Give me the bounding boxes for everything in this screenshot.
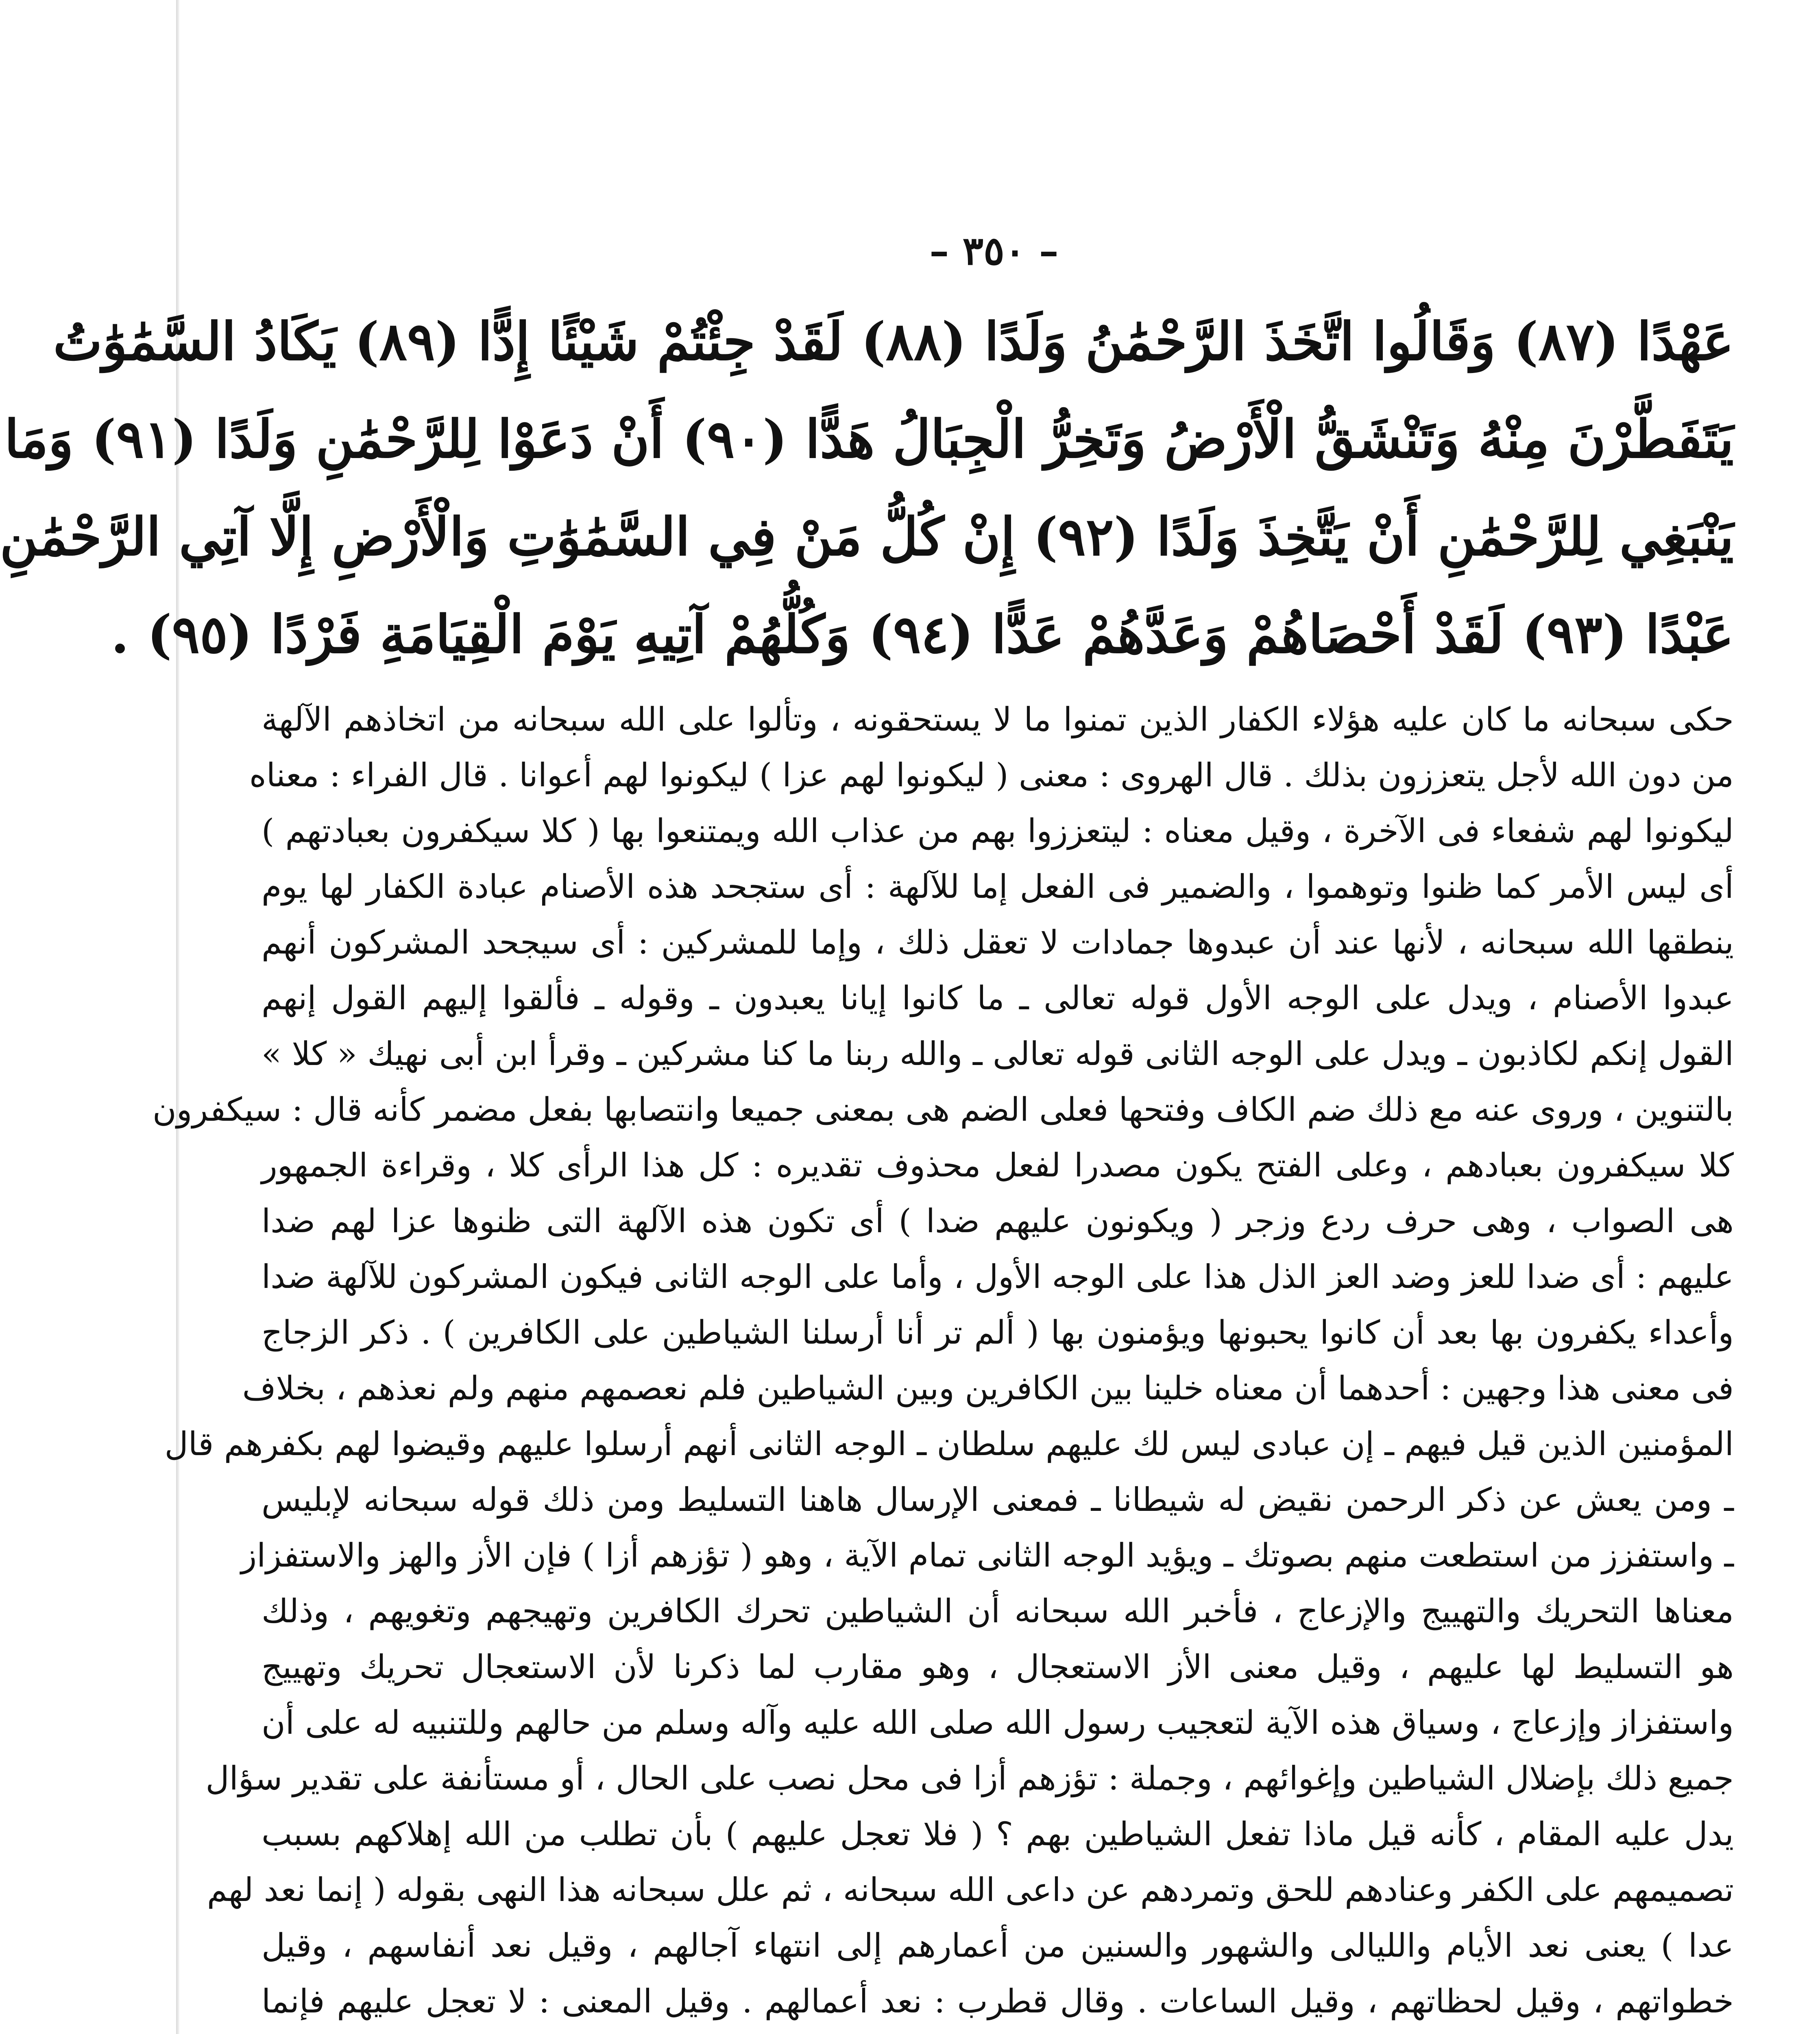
verse-line: عَبْدًا (٩٣) لَقَدْ أَحْصَاهُمْ وَعَدَّهُمْ عَدًّا (٩٤) وَكُلُّهُمْ آتِيهِ يَوْمَ الْقِيَامَةِ فَرْدًا (٩٥) .: [111, 604, 1734, 665]
commentary-line: ليكونوا لهم شفعاء فى الآخرة ، وقيل معناه : ليتعززوا بهم من عذاب الله ويمتنعوا بها ( كلا سيكفرون بعبادتهم ): [262, 812, 1734, 850]
commentary-line: عبدوا الأصنام ، ويدل على الوجه الأول قوله تعالى ـ ما كانوا إيانا يعبدون ـ وقوله ـ فألقوا إليهم القول إنهم: [262, 979, 1734, 1017]
verse-line: يَتَفَطَّرْنَ مِنْهُ وَتَنْشَقُّ الْأَرْضُ وَتَخِرُّ الْجِبَالُ هَدًّا (٩٠) أَنْ دَعَوْا لِلرَّحْمَٰنِ وَلَدًا (٩١) وَمَا: [4, 409, 1734, 470]
commentary-line: ـ واستفزز من استطعت منهم بصوتك ـ ويؤيد الوجه الثانى تمام الآية ، وهو ( تؤزهم أزا ) فإن الأز والهز والاستفزاز: [241, 1536, 1734, 1574]
commentary-line: تصميمهم على الكفر وعنادهم للحق وتمردهم عن داعى الله سبحانه ، ثم علل سبحانه هذا النهى بقوله ( إنما نعد لهم: [207, 1871, 1734, 1909]
commentary-line: أى ليس الأمر كما ظنوا وتوهموا ، والضمير فى الفعل إما للآلهة : أى ستجحد هذه الأصنام عبادة الكفار لها يوم: [262, 868, 1734, 906]
commentary-line: فى معنى هذا وجهين : أحدهما أن معناه خلينا بين الكافرين وبين الشياطين فلم نعصمهم منهم ولم نعذهم ، بخلاف: [242, 1369, 1734, 1407]
commentary-line: هى الصواب ، وهى حرف ردع وزجر ( ويكونون عليهم ضدا ) أى تكون هذه الآلهة التى ظنوها عزا لهم ضدا: [262, 1202, 1734, 1240]
commentary-line: واستفزاز وإزعاج ، وسياق هذه الآية لتعجيب رسول الله صلى الله عليه وآله وسلم من حالهم وللتنبيه له على أن: [262, 1704, 1734, 1742]
commentary-line: معناها التحريك والتهييج والإزعاج ، فأخبر الله سبحانه أن الشياطين تحرك الكافرين وتهيجهم وتغويهم ، وذلك: [262, 1592, 1734, 1630]
commentary-line: عليهم : أى ضدا للعز وضد العز الذل هذا على الوجه الأول ، وأما على الوجه الثانى فيكون المشركون للآلهة ضدا: [262, 1258, 1734, 1296]
commentary-line: بالتنوين ، وروى عنه مع ذلك ضم الكاف وفتحها فعلى الضم هى بمعنى جميعا وانتصابها بفعل مضمر كأنه قال : سيكفرون: [152, 1091, 1734, 1128]
verse-line: عَهْدًا (٨٧) وَقَالُوا اتَّخَذَ الرَّحْمَٰنُ وَلَدًا (٨٨) لَقَدْ جِئْتُمْ شَيْئًا إِدًّا (٨٩) يَكَادُ السَّمَٰوَٰتُ: [53, 311, 1734, 372]
commentary-line: كلا سيكفرون بعبادهم ، وعلى الفتح يكون مصدرا لفعل محذوف تقديره : كل هذا الرأى كلا ، وقراءة الجمهور: [262, 1146, 1734, 1184]
commentary-line: عدا ) يعنى نعد الأيام والليالى والشهور والسنين من أعمارهم إلى انتهاء آجالهم ، وقيل نعد أنفاسهم ، وقيل: [262, 1927, 1734, 1964]
commentary-line: جميع ذلك بإضلال الشياطين وإغوائهم ، وجملة : تؤزهم أزا فى محل نصب على الحال ، أو مستأنفة على تقدير سؤال: [205, 1759, 1734, 1797]
commentary-line: من دون الله لأجل يتعززون بذلك . قال الهروى : معنى ( ليكونوا لهم عزا ) ليكونوا لهم أعوانا . قال الفراء : معناه: [249, 756, 1734, 794]
commentary-line: ـ ومن يعش عن ذكر الرحمن نقيض له شيطانا ـ فمعنى الإرسال هاهنا التسليط ومن ذلك قوله سبحانه لإبليس: [262, 1481, 1734, 1519]
commentary-line: حكى سبحانه ما كان عليه هؤلاء الكفار الذين تمنوا ما لا يستحقونه ، وتألوا على الله سبحانه من اتخاذهم الآلهة: [262, 701, 1734, 738]
quran-verses-block: [0, 293, 1734, 683]
commentary-line: وأعداء يكفرون بها بعد أن كانوا يحبونها ويؤمنون بها ( ألم تر أنا أرسلنا الشياطين على الكافرين ) . ذكر الزجاج: [262, 1314, 1734, 1351]
commentary-line: القول إنكم لكاذبون ـ ويدل على الوجه الثانى قوله تعالى ـ والله ربنا ما كنا مشركين ـ وقرأ ابن أبى نهيك « كلا »: [262, 1035, 1734, 1073]
commentary-line: هو التسليط لها عليهم ، وقيل معنى الأز الاستعجال ، وهو مقارب لما ذكرنا لأن الاستعجال تحريك وتهييج: [262, 1648, 1734, 1686]
commentary-line: المؤمنين الذين قيل فيهم ـ إن عبادى ليس لك عليهم سلطان ـ الوجه الثانى أنهم أرسلوا عليهم وقيضوا لهم بكفرهم قال: [164, 1425, 1734, 1463]
page-number: – ٣٥٠ –: [929, 228, 1059, 274]
commentary-line: خطواتهم ، وقيل لحظاتهم ، وقيل الساعات . وقال قطرب : نعد أعمالهم . وقيل المعنى : لا تعجل عليهم فإنما: [262, 1982, 1734, 2020]
commentary-line: يدل عليه المقام ، كأنه قيل ماذا تفعل الشياطين بهم ؟ ( فلا تعجل عليهم ) بأن تطلب من الله إهلاكهم بسبب: [262, 1815, 1734, 1853]
commentary-line: ينطقها الله سبحانه ، لأنها عند أن عبدوها جمادات لا تعقل ذلك ، وإما للمشركين : أى سيجحد المشركون أنهم: [262, 923, 1734, 961]
verse-line: يَنْبَغِي لِلرَّحْمَٰنِ أَنْ يَتَّخِذَ وَلَدًا (٩٢) إِنْ كُلُّ مَنْ فِي السَّمَٰوَٰتِ وَالْأَرْضِ إِلَّا آتِي الرَّحْمَٰنِ: [0, 506, 1734, 567]
commentary-block: [152, 692, 1734, 2034]
commentary-line: [262, 2029, 1734, 2034]
